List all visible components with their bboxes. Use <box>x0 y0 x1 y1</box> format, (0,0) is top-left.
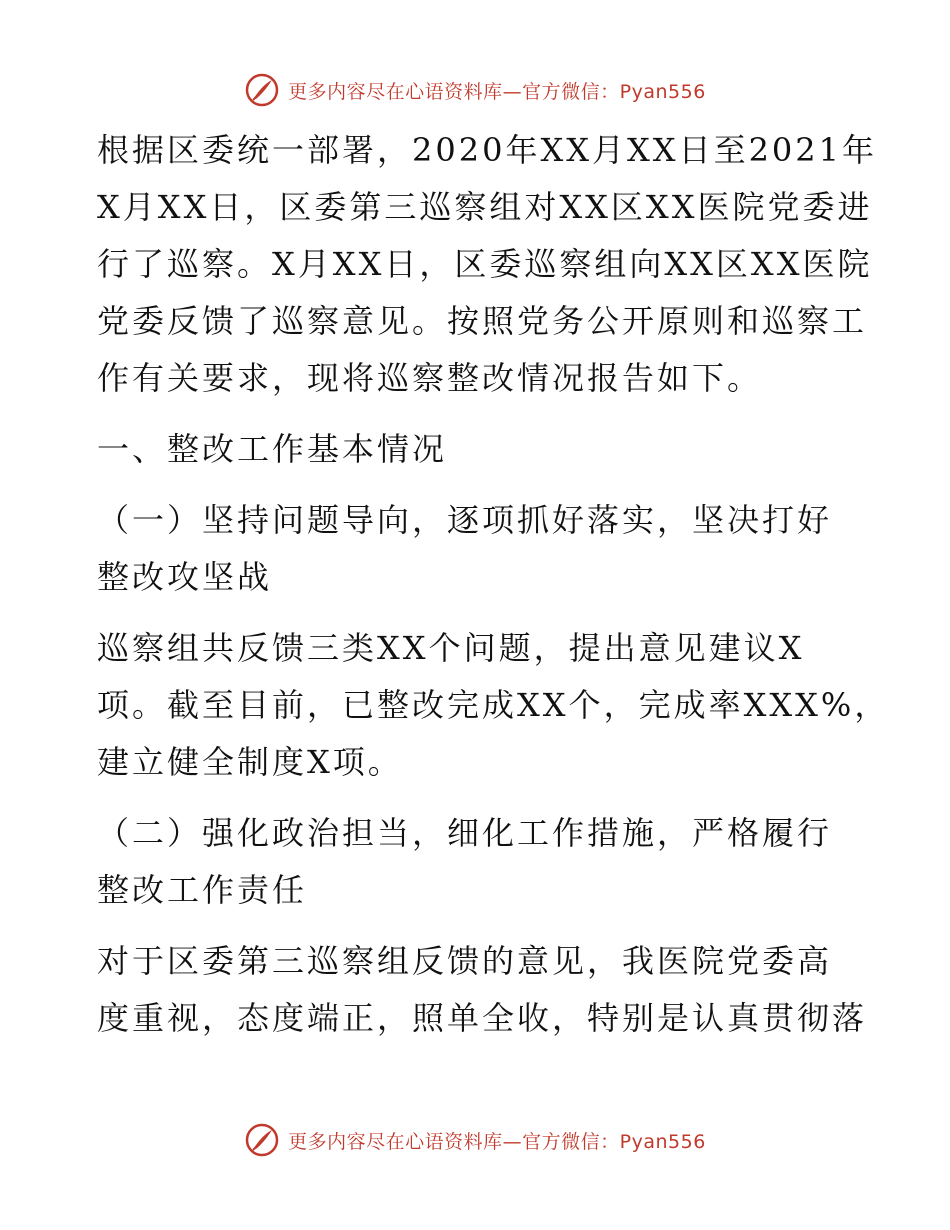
subsection-heading-1 <box>97 492 857 606</box>
text-line: 一、整改工作基本情况 <box>97 430 448 468</box>
section-heading <box>97 421 857 478</box>
text-line: 根据区委统一部署，2020年XX月XX日至2021年 <box>97 131 878 169</box>
text-line: 整改攻坚战 <box>97 558 273 596</box>
text-line: 建立健全制度X项。 <box>97 743 403 781</box>
text-line: 整改工作责任 <box>97 871 308 909</box>
response-paragraph <box>97 933 868 1047</box>
text-line: 行了巡察。X月XX日，区委巡察组向XX区XX医院 <box>97 245 873 283</box>
summary-paragraph <box>97 620 890 791</box>
footer-banner <box>0 1120 950 1160</box>
document-body <box>97 122 890 1047</box>
subsection-heading-2 <box>97 805 857 919</box>
intro-paragraph <box>97 122 878 407</box>
text-line: 度重视，态度端正，照单全收，特别是认真贯彻落 <box>97 999 868 1037</box>
header-banner-text: 更多内容尽在心语资料库—官方微信：Pyan556 <box>288 80 706 103</box>
quill-pen-logo-icon <box>244 72 280 108</box>
text-line: 项。截至目前，已整改完成XX个，完成率XXX%， <box>97 686 890 724</box>
text-line: 作有关要求，现将巡察整改情况报告如下。 <box>97 359 763 397</box>
footer-banner-text: 更多内容尽在心语资料库—官方微信：Pyan556 <box>288 1130 706 1153</box>
text-line: （一）坚持问题导向，逐项抓好落实，坚决打好 <box>97 501 833 539</box>
text-line: （二）强化政治担当，细化工作措施，严格履行 <box>97 814 833 852</box>
text-line: 对于区委第三巡察组反馈的意见，我医院党委高 <box>97 942 833 980</box>
quill-pen-logo-icon <box>244 1122 280 1158</box>
text-line: 巡察组共反馈三类XX个问题，提出意见建议X <box>97 629 805 667</box>
header-banner <box>0 70 950 110</box>
text-line: 党委反馈了巡察意见。按照党务公开原则和巡察工 <box>97 302 868 340</box>
text-line: X月XX日，区委第三巡察组对XX区XX医院党委进 <box>97 188 873 226</box>
